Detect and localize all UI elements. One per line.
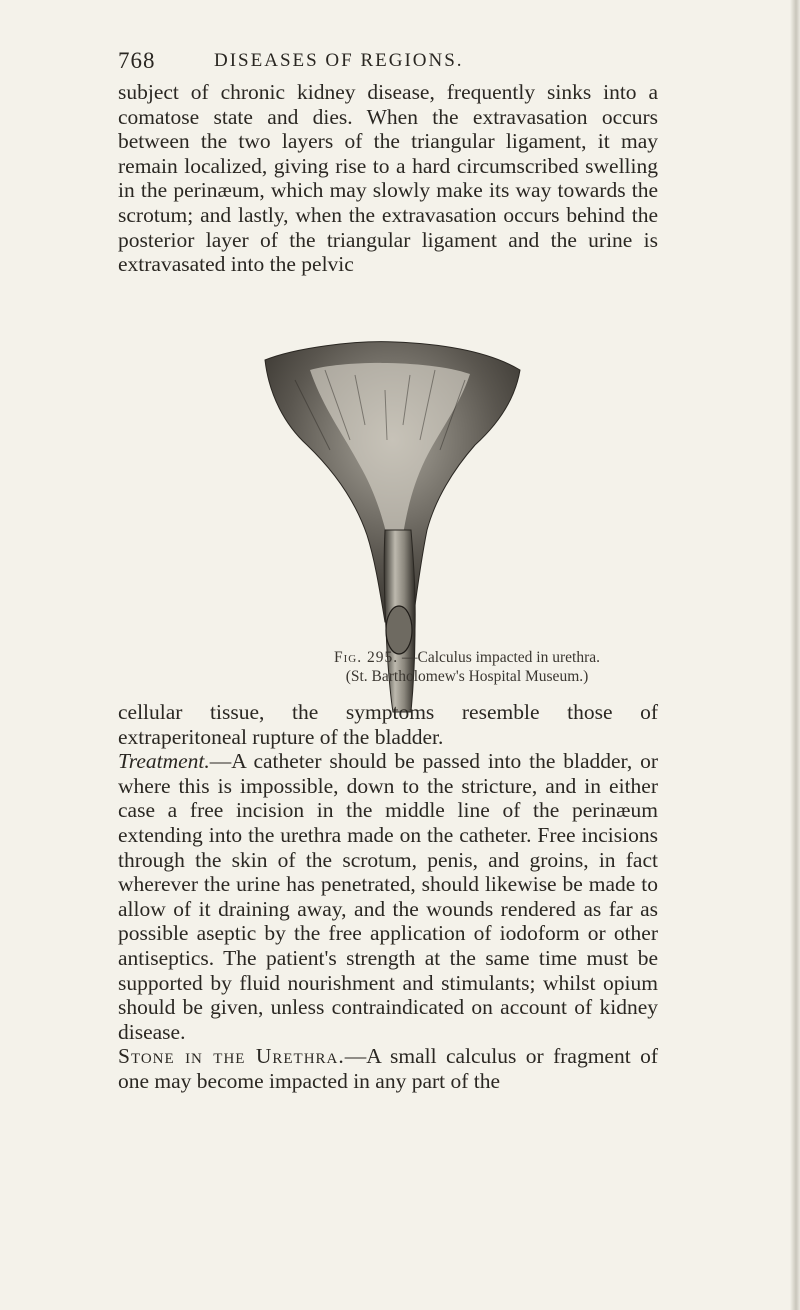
- treatment-heading: Treatment.: [118, 749, 210, 774]
- running-head: DISEASES OF REGIONS.: [214, 50, 464, 71]
- treatment-paragraph: [118, 749, 658, 1044]
- treatment-text: —A catheter should be passed into the bladder, or where this is impossible, down to the stricture, and in either case a free incision in the middle line of the perinæum extending into the urethra made on the catheter. Free incisions through the skin of the scrotum, penis, and groins, in fact wherever the urine has penetrated, should likewise be made to allow of it draining away, and the wounds rendered as far as possible aseptic by the free application of iodoform or other antiseptics. The patient's strength at the same time must be supported by fluid nourishment and stimulants; whilst opium should be given, unless contraindicated on account of kidney disease.: [118, 749, 658, 1044]
- page-edge: [790, 0, 800, 1310]
- body-text-bottom: [118, 700, 658, 1094]
- impacted-calculus: [386, 606, 412, 654]
- page-header: [118, 48, 658, 80]
- stone-text: —A small calculus or fragment of one may become impacted in any part of the: [118, 1044, 658, 1093]
- paragraph-continuation: cellular tissue, the symptoms resemble those of extraperitoneal rupture of the bladder.: [118, 700, 658, 749]
- body-text-top: [118, 80, 658, 277]
- paragraph: subject of chronic kidney disease, frequently sinks into a comatose state and dies. When the extravasation occurs between the two layers of the triangular ligament, it may remain localized, giving rise to a hard circumscribed swelling in the perinæum, which may slowly make its way towards the scrotum; and lastly, when the extravasation occurs behind the posterior layer of the triangular ligament and the urine is extravasated into the pelvic: [118, 80, 658, 277]
- stone-heading: Stone in the Urethra.: [118, 1044, 345, 1069]
- figure-source: (St. Bartholomew's Hospital Museum.): [345, 668, 589, 685]
- figure-label: Fig. 295.: [334, 649, 399, 666]
- stone-paragraph: [118, 1044, 658, 1093]
- figure-caption: [292, 648, 642, 686]
- figure-caption-text: —Calculus impacted in urethra.: [401, 649, 600, 666]
- page-number: 768: [118, 48, 156, 73]
